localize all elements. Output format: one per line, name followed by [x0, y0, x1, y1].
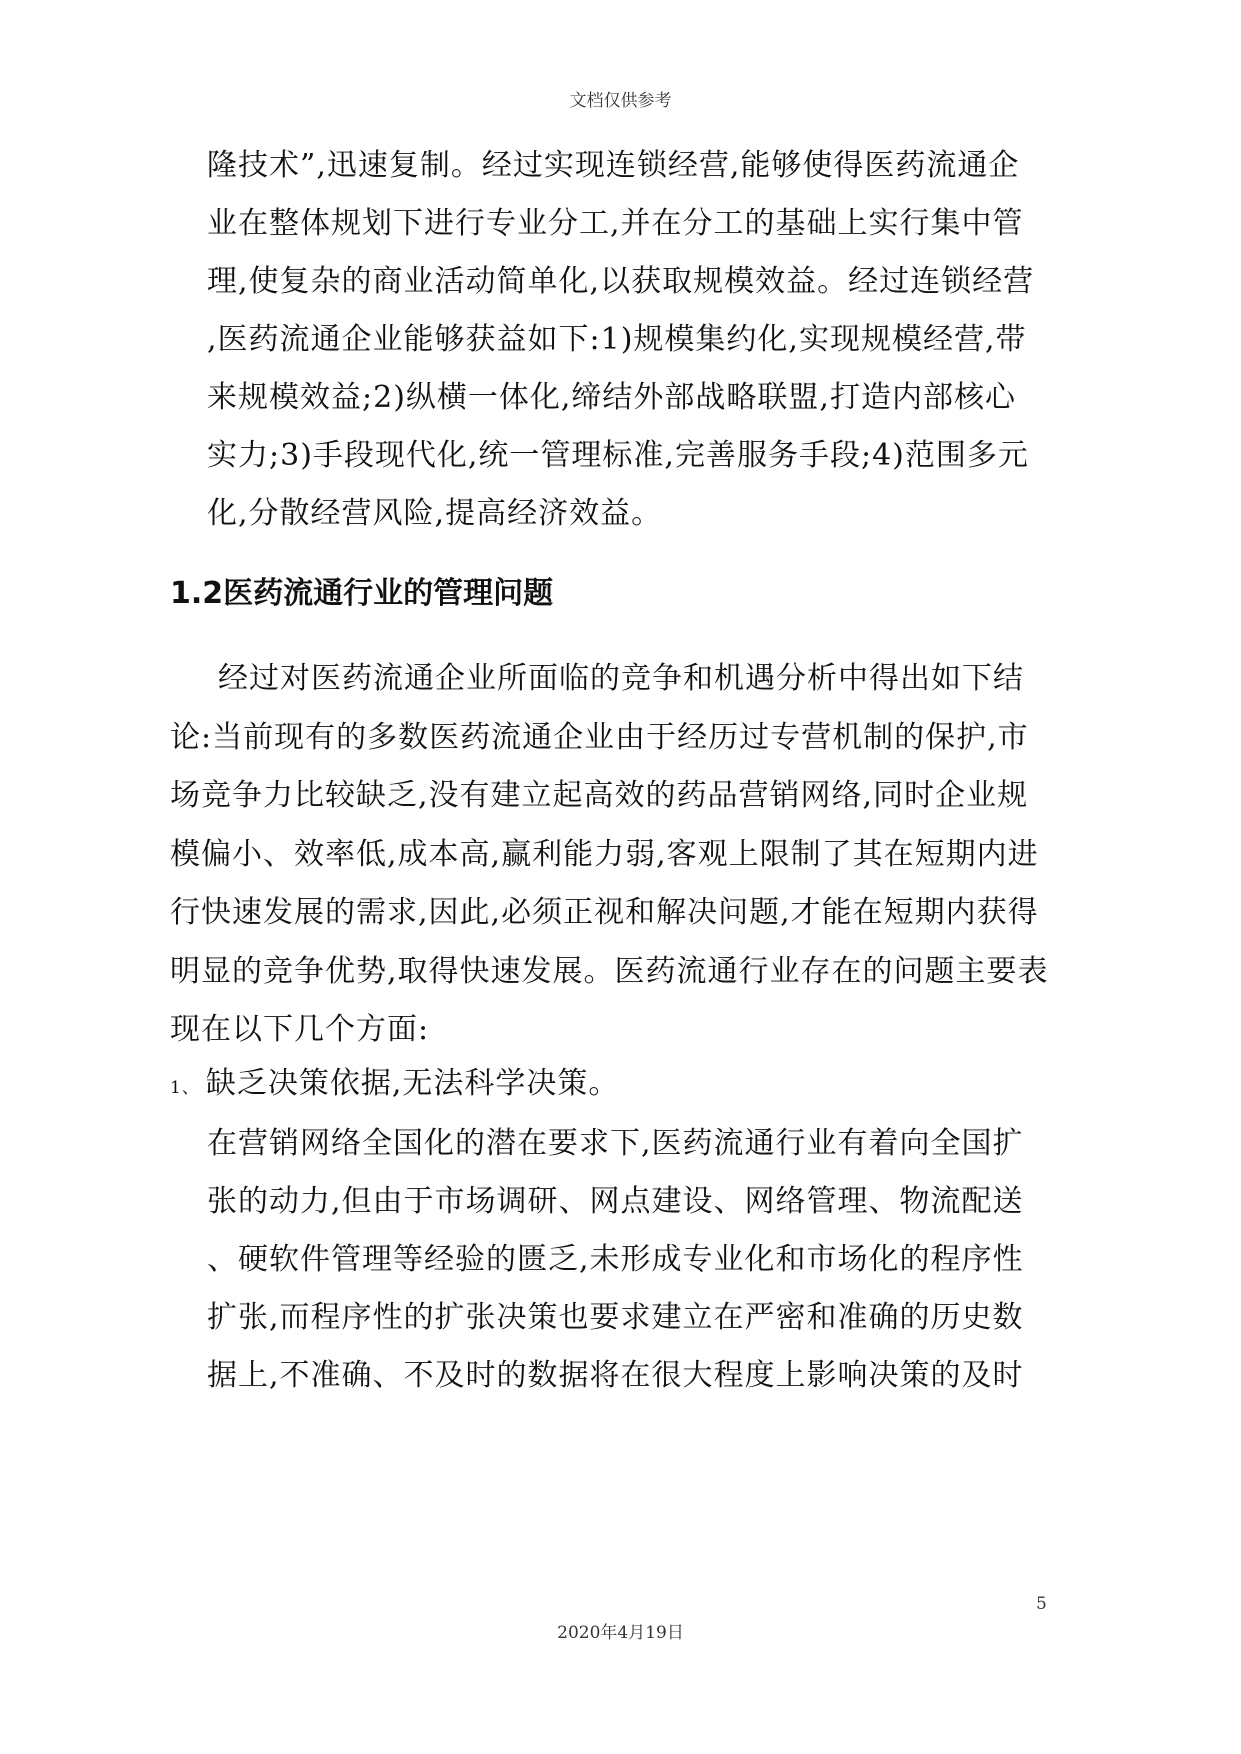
body-line: 理,使复杂的商业活动简单化,以获取规模效益。经过连锁经营	[207, 264, 1035, 299]
body-line: 现在以下几个方面:	[170, 1012, 430, 1047]
list-item-text: 缺乏决策依据,无法科学决策。	[205, 1066, 620, 1101]
body-line: 实力;3)手段现代化,统一管理标准,完善服务手段;4)范围多元	[207, 438, 1029, 473]
list-item-number: 1、	[170, 1078, 200, 1098]
body-line: 、硬软件管理等经验的匮乏,未形成专业化和市场化的程序性	[207, 1242, 1024, 1277]
page-number: 5	[1036, 1594, 1047, 1614]
list-item	[170, 1064, 619, 1108]
page-footer-date: 2020年4月19日	[557, 1623, 684, 1643]
section-heading: 1.2医药流通行业的管理问题	[170, 576, 554, 611]
body-line: 据上,不准确、不及时的数据将在很大程度上影响决策的及时	[207, 1358, 1024, 1393]
body-line: 场竞争力比较缺乏,没有建立起高效的药品营销网络,同时企业规	[170, 778, 1029, 813]
body-line: 行快速发展的需求,因此,必须正视和解决问题,才能在短期内获得	[170, 895, 1039, 930]
body-line: ,医药流通企业能够获益如下:1)规模集约化,实现规模经营,带	[207, 322, 1027, 357]
body-line: 扩张,而程序性的扩张决策也要求建立在严密和准确的历史数	[207, 1300, 1024, 1335]
body-line: 隆技术”,迅速复制。经过实现连锁经营,能够使得医药流通企	[207, 148, 1020, 183]
body-line: 在营销网络全国化的潜在要求下,医药流通行业有着向全国扩	[207, 1126, 1024, 1161]
body-line: 化,分散经营风险,提高经济效益。	[207, 496, 663, 531]
body-line: 业在整体规划下进行专业分工,并在分工的基础上实行集中管	[207, 206, 1024, 241]
body-line: 来规模效益;2)纵横一体化,缔结外部战略联盟,打造内部核心	[207, 380, 1016, 415]
page-header: 文档仅供参考	[569, 91, 672, 111]
body-line: 明显的竞争优势,取得快速发展。医药流通行业存在的问题主要表	[170, 954, 1049, 989]
body-line: 张的动力,但由于市场调研、网点建设、网络管理、物流配送	[207, 1184, 1024, 1219]
body-line: 模偏小、效率低,成本高,赢利能力弱,客观上限制了其在短期内进	[170, 837, 1039, 872]
body-line: 经过对医药流通企业所面临的竞争和机遇分析中得出如下结	[218, 661, 1024, 696]
body-line: 论:当前现有的多数医药流通企业由于经历过专营机制的保护,市	[170, 720, 1029, 755]
